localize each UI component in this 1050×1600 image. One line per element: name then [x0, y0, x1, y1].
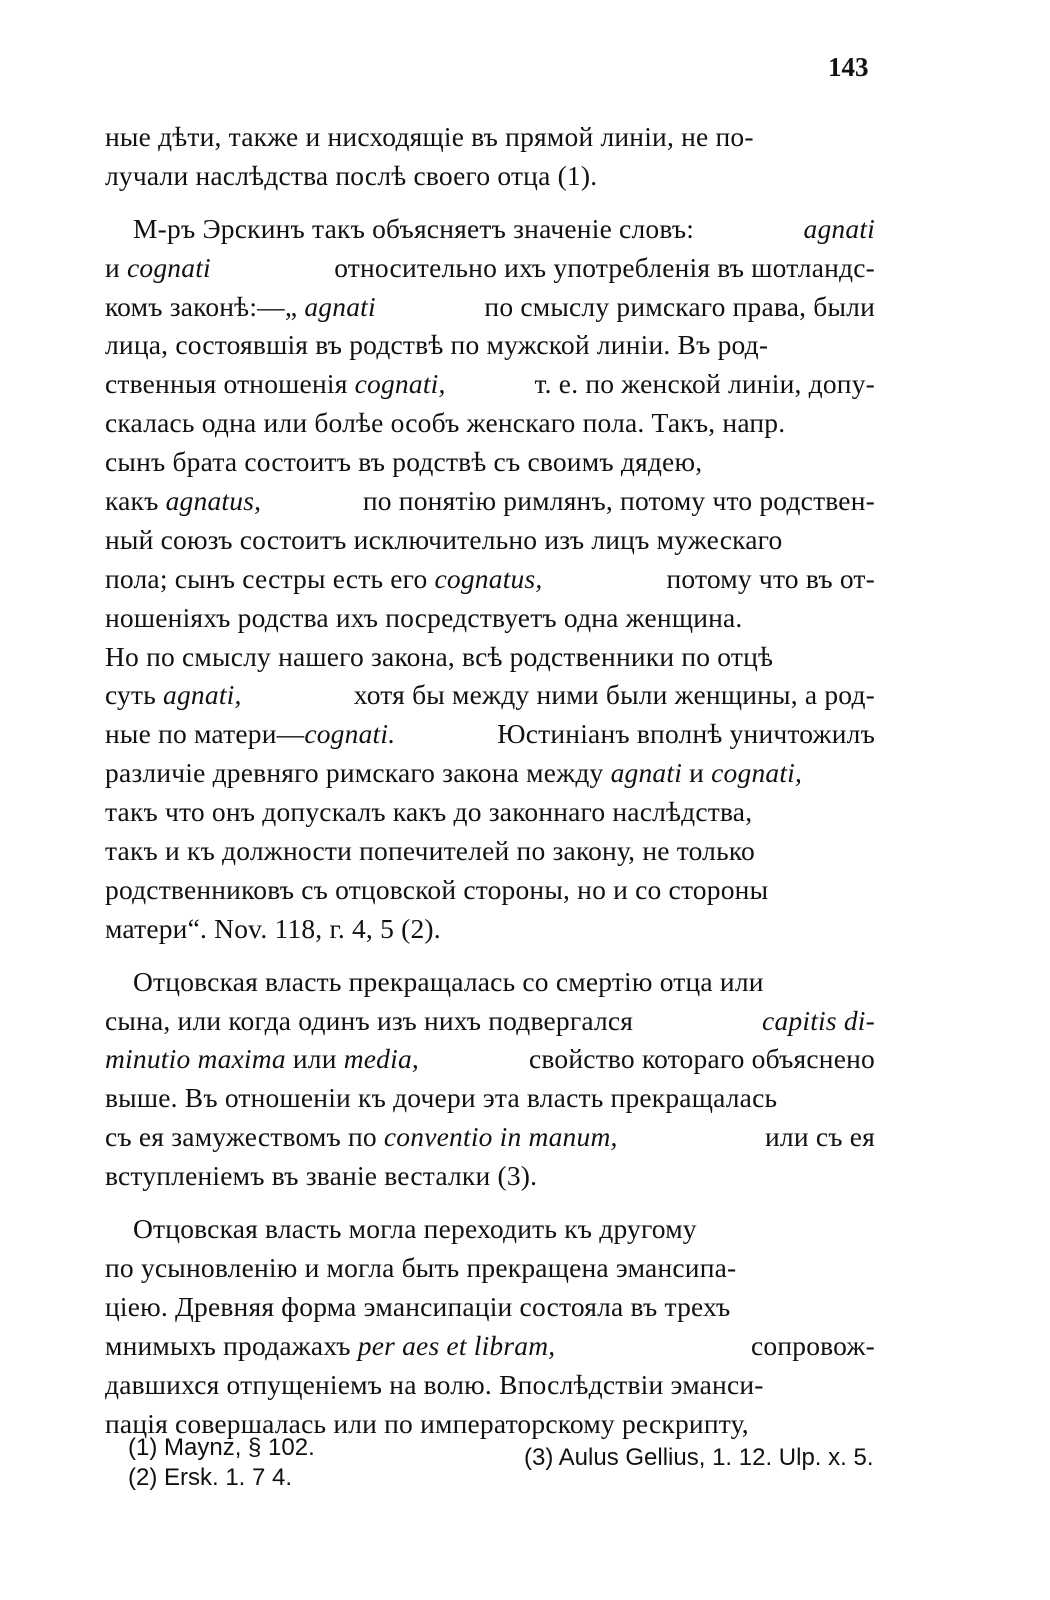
page-number: 143 [828, 52, 869, 82]
paragraph-2-line: сынъ брата состоитъ въ родствѣ съ своимъ дядею, [105, 446, 703, 478]
paragraph-4-line: пація совершалась или по императорскому рескрипту, [105, 1407, 749, 1439]
footnote-1: (1) Maynz, § 102. [128, 1434, 315, 1461]
paragraph-4-line: давшихся отпущеніемъ на волю. Впослѣдствіи эманси- [105, 1368, 764, 1400]
paragraph-2-line: различіе древняго римскаго закона между agnati и cognati, [105, 757, 803, 789]
paragraph-2-line: такъ что онъ допускалъ какъ до законнаго наслѣдства, [105, 796, 753, 828]
paragraph-1-line: ные дѣти, также и нисходящіе въ прямой линіи, не по- [105, 121, 754, 152]
paragraph-1-line: лучали наслѣдства послѣ своего отца (1). [105, 159, 598, 191]
paragraph-4-line: по усыновленію и могла быть прекращена эмансипа- [105, 1251, 737, 1283]
paragraph-2-line: суть agnati, хотя бы между ними были женщины, а род- [105, 679, 875, 711]
paragraph-2-line: такъ и къ должности попечителей по закону, не только [105, 835, 755, 867]
paragraph-3-line: выше. Въ отношеніи къ дочери эта власть прекращалась [105, 1082, 778, 1114]
footnote-2: (2) Ersk. 1. 7 4. [128, 1464, 293, 1491]
paragraph-4-line: Отцовская власть могла переходить къ другому [133, 1213, 697, 1245]
paragraph-2-line: комъ законѣ:—„ agnati по смыслу римскаго права, были [105, 290, 875, 322]
paragraph-2-line: М-ръ Эрскинъ такъ объясняетъ значеніе словъ: agnati [133, 212, 875, 244]
paragraph-2-line: ственныя отношенія cognati, т. е. по женской линіи, допу- [105, 368, 875, 400]
paragraph-2-line: ный союзъ состоитъ исключительно изъ лицъ мужескаго [105, 523, 783, 555]
paragraph-2-line: матери“. Nov. 118, г. 4, 5 (2). [105, 912, 441, 944]
paragraph-2-line: пола; сынъ сестры есть его cognatus, потому что въ от- [105, 562, 875, 594]
paragraph-2-line: скалась одна или болѣе особъ женскаго пола. Такъ, напр. [105, 407, 786, 439]
paragraph-2-line: Но по смыслу нашего закона, всѣ родственники по отцѣ [105, 640, 774, 672]
paragraph-2-line: лица, состоявшія въ родствѣ по мужской линіи. Въ род- [105, 329, 769, 361]
paragraph-3-line: Отцовская власть прекращалась со смертію отца или [133, 965, 764, 997]
paragraph-3-line: minutio maxima или media, свойство котораго объяснено [105, 1043, 875, 1075]
body-text [105, 118, 875, 1443]
footnote-3: (3) Aulus Gellius, 1. 12. Ulp. x. 5. [524, 1444, 874, 1471]
paragraph-2-line: родственниковъ съ отцовской стороны, но и со стороны [105, 873, 769, 905]
paragraph-2-line: и cognati относительно ихъ употребленія въ шотландс- [105, 251, 875, 283]
paragraph-3-line: вступленіемъ въ званіе весталки (3). [105, 1160, 538, 1192]
paragraph-2-line: ные по матери—cognati. Юстиніанъ вполнѣ уничтожилъ [105, 718, 875, 750]
paragraph-2-line: какъ agnatus, по понятію римлянъ, потому что родствен- [105, 485, 875, 517]
paragraph-4-line: ціею. Древняя форма эмансипаціи состояла въ трехъ [105, 1290, 731, 1322]
paragraph-3-line: сына, или когда одинъ изъ нихъ подвергался capitis di- [105, 1004, 875, 1036]
paragraph-4-line: мнимыхъ продажахъ per aes et libram, сопровож- [105, 1329, 875, 1361]
paragraph-3-line: съ ея замужествомъ по conventio in manum, или съ ея [105, 1121, 875, 1153]
paragraph-2-line: ношеніяхъ родства ихъ посредствуетъ одна женщина. [105, 601, 743, 633]
